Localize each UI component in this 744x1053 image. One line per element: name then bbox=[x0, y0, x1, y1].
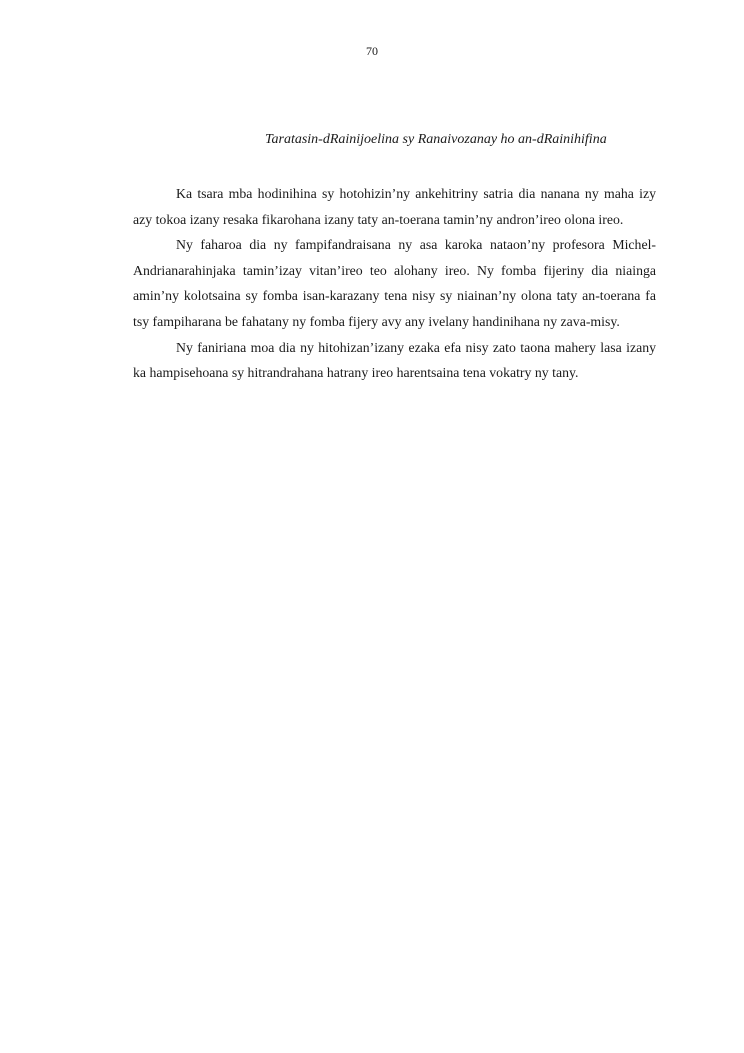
paragraph: Ny faharoa dia ny fampifandraisana ny asa karoka nataon’ny profesora Michel-Andrianarahinjaka tamin’izay vitan’ireo teo alohany ireo. Ny fomba fijeriny dia niainga amin’ny kolotsaina sy fomba isan-karazany tena nisy sy niainan’ny olona taty an-toerana fa tsy fampiharana be fahatany ny fomba fijery avy any ivelany handinihana ny zava-misy. bbox=[133, 237, 656, 329]
paragraph: Ka tsara mba hodinihina sy hotohizin’ny ankehitriny satria dia nanana ny maha izy azy tokoa izany resaka fikarohana izany taty an-toerana tamin’ny andron’ireo olona ireo. bbox=[133, 186, 656, 227]
body-text bbox=[133, 181, 656, 386]
page-number: 70 bbox=[366, 44, 378, 58]
section-heading: Taratasin-dRainijoelina sy Ranaivozanay ho an-dRainihifina bbox=[265, 132, 607, 147]
paragraph: Ny faniriana moa dia ny hitohizan’izany ezaka efa nisy zato taona mahery lasa izany ka hampisehoana sy hitrandrahana hatrany ireo harentsaina tena vokatry ny tany. bbox=[133, 339, 656, 381]
